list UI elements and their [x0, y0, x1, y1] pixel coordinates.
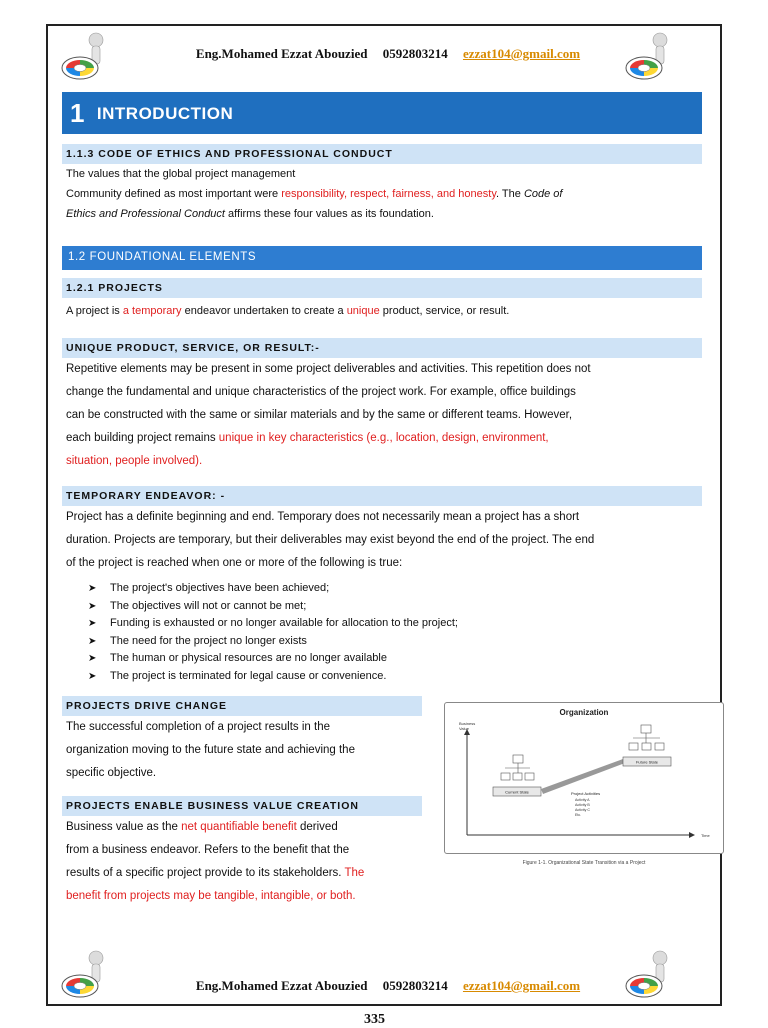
transition-arrow	[541, 759, 625, 794]
unique-line-1: Repetitive elements may be present in some project deliverables and activities. This repetition does not	[66, 363, 591, 375]
header-author: Eng.Mohamed Ezzat Abouzied	[195, 46, 368, 61]
page-number: 335	[364, 1012, 385, 1027]
list-item: ➤ The need for the project no longer exists	[88, 634, 307, 647]
figure-x-label: Time	[701, 833, 710, 838]
drive-paragraph	[66, 716, 426, 785]
activity-item: Etc.	[575, 813, 582, 817]
footer-phone: 0592803214	[382, 978, 448, 993]
unique-line-3: can be constructed with the same or similar materials and by the same or different teams. However,	[66, 409, 573, 421]
section-heading-temporary: TEMPORARY ENDEAVOR: -	[62, 486, 702, 506]
business-line-1: Business value as the net quantifiable benefit derived	[66, 821, 338, 833]
logo-icon	[56, 30, 118, 82]
x-axis-arrow	[689, 832, 695, 838]
figure-caption: Figure 1-1. Organizational State Transition via a Project	[522, 860, 646, 866]
logo-icon	[620, 30, 682, 82]
current-state-label: Current State	[505, 789, 529, 795]
unique-paragraph	[66, 358, 700, 473]
temporary-line-3: of the project is reached when one or more of the following is true:	[66, 557, 403, 569]
drive-line-3: specific objective.	[66, 767, 157, 779]
logo-icon	[620, 948, 682, 1000]
section-heading-unique: UNIQUE PRODUCT, SERVICE, OR RESULT:-	[62, 338, 702, 358]
figure-title: Organization	[559, 708, 609, 717]
footer-email-link[interactable]: ezzat104@gmail.com	[462, 978, 581, 993]
projects-definition: A project is a temporary endeavor undertaken to create a unique product, service, or result.	[66, 305, 510, 317]
activity-item: Activity C	[575, 808, 590, 812]
chapter-title: INTRODUCTION	[96, 103, 234, 123]
section-heading-foundational: 1.2 FOUNDATIONAL ELEMENTS	[62, 246, 702, 270]
business-line-4: benefit from projects may be tangible, intangible, or both.	[66, 890, 356, 902]
unique-line-4: each building project remains unique in key characteristics (e.g., location, design, environment,	[66, 432, 549, 444]
business-line-3: results of a specific project provide to its stakeholders. The	[66, 867, 365, 879]
temporary-line-1: Project has a definite beginning and end. Temporary does not necessarily mean a project has a short	[66, 511, 580, 523]
ethics-line-3: Ethics and Professional Conduct affirms these four values as its foundation.	[66, 208, 434, 220]
drive-line-1: The successful completion of a project results in the	[66, 721, 330, 733]
ethics-line-2: Community defined as most important were responsibility, respect, fairness, and honesty. The Code of	[66, 188, 563, 200]
header-email-link[interactable]: ezzat104@gmail.com	[462, 46, 581, 61]
temporary-line-2: duration. Projects are temporary, but their deliverables may exist beyond the end of the project. The end	[66, 534, 595, 546]
business-paragraph	[66, 816, 426, 908]
organization-diagram	[445, 703, 723, 853]
temporary-paragraph	[66, 506, 700, 575]
future-org-chart	[629, 725, 664, 750]
ethics-line-1: The values that the global project management	[66, 168, 296, 180]
section-heading-business-value: PROJECTS ENABLE BUSINESS VALUE CREATION	[62, 796, 422, 816]
figure-y-label-2: Value	[459, 726, 469, 731]
activity-item: Activity B	[575, 803, 590, 807]
list-item: ➤ Funding is exhausted or no longer available for allocation to the project;	[88, 617, 458, 629]
activity-item: Activity A	[575, 798, 590, 802]
list-item: ➤ The project's objectives have been achieved;	[88, 582, 330, 594]
business-line-2: from a business endeavor. Refers to the benefit that the	[66, 844, 350, 856]
chapter-heading	[62, 92, 702, 134]
future-state-label: Future State	[635, 759, 659, 765]
ethics-paragraph	[66, 164, 700, 224]
list-item: ➤ The human or physical resources are no longer available	[88, 652, 387, 664]
unique-line-5: situation, people involved).	[66, 455, 203, 467]
logo-icon	[56, 948, 118, 1000]
section-heading-ethics: 1.1.3 CODE OF ETHICS AND PROFESSIONAL CONDUCT	[62, 144, 702, 164]
organization-figure	[444, 702, 724, 854]
figure-y-label-1: Business	[459, 721, 476, 726]
activities-title: Project Activities	[571, 791, 601, 796]
list-item: ➤ The project is terminated for legal cause or convenience.	[88, 669, 387, 682]
list-item: ➤ The objectives will not or cannot be met;	[88, 599, 307, 612]
section-heading-drive-change: PROJECTS DRIVE CHANGE	[62, 696, 422, 716]
temporary-bullet-list	[88, 580, 688, 685]
footer-contact	[148, 978, 628, 994]
current-org-chart	[501, 755, 534, 780]
section-heading-projects: 1.2.1 PROJECTS	[62, 278, 702, 298]
footer-author: Eng.Mohamed Ezzat Abouzied	[195, 978, 368, 993]
unique-line-2: change the fundamental and unique characteristics of the project work. For example, office buildings	[66, 386, 576, 398]
drive-line-2: organization moving to the future state and achieving the	[66, 744, 355, 756]
header-contact	[148, 46, 628, 62]
chapter-number: 1	[70, 98, 85, 128]
page-frame	[46, 24, 722, 1006]
header-phone: 0592803214	[382, 46, 448, 61]
